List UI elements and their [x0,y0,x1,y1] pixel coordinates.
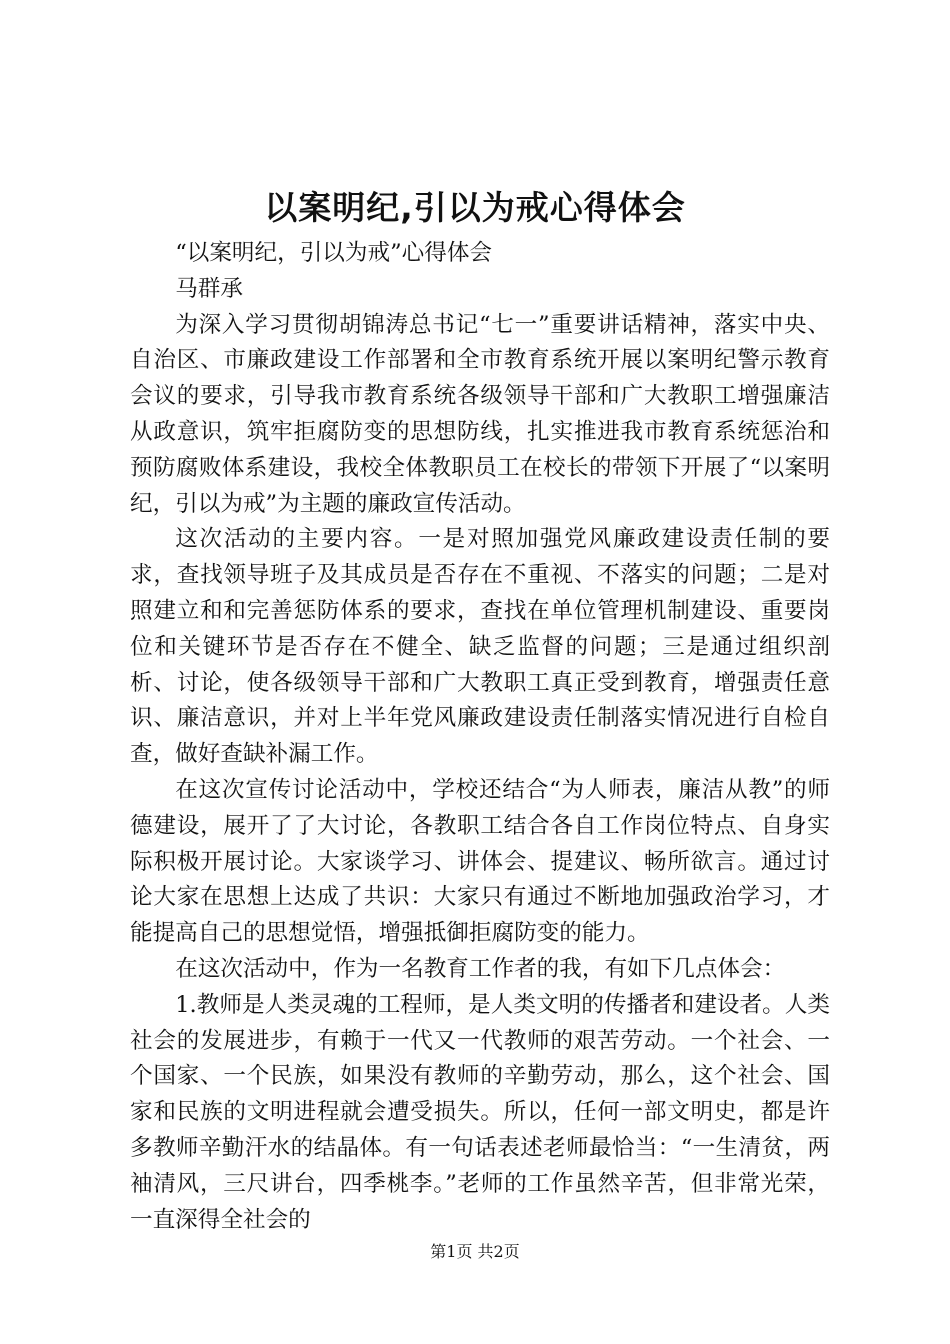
paragraph: 这次活动的主要内容。一是对照加强党风廉政建设责任制的要求，查找领导班子及其成员是否存在不重视、不落实的问题；二是对照建立和和完善惩防体系的要求，查找在单位管理机制建设、重要岗位和关键环节是否存在不健全、缺乏监督的问题；三是通过组织剖析、讨论，使各级领导干部和广大教职工真正受到教育，增强责任意识、廉洁意识，并对上半年党风廉政建设责任制落实情况进行自检自查，做好查缺补漏工作。 [130,526,830,768]
document-subtitle: “以案明纪，引以为戒”心得体会 [175,240,493,266]
paragraph: 在这次活动中，作为一名教育工作者的我，有如下几点体会： [175,955,786,982]
page-footer: 第1页 共2页 [430,1242,520,1261]
paragraph: 在这次宣传讨论活动中，学校还结合“为人师表，廉洁从教”的师德建设，展开了了大讨论，各教职工结合各自工作岗位特点、自身实际积极开展讨论。大家谈学习、讲体会、提建议、畅所欲言。通过讨论大家在思想上达成了共识：大家只有通过不断地加强政治学习，才能提高自己的思想觉悟，增强抵御拒腐防变的能力。 [130,776,830,947]
paragraph: 1.教师是人类灵魂的工程师，是人类文明的传播者和建设者。人类社会的发展进步，有赖于一代又一代教师的艰苦劳动。一个社会、一个国家、一个民族，如果没有教师的辛勤劳动，那么，这个社会、国家和民族的文明进程就会遭受损失。所以，任何一部文明史，都是许多教师辛勤汗水的结晶体。有一句话表述老师最恰当：“一生清贫，两袖清风，三尺讲台，四季桃李。”老师的工作虽然辛苦，但非常光荣，一直深得全社会的 [130,991,830,1233]
document-title: 以案明纪,引以为戒心得体会 [264,188,686,227]
document-author: 马群承 [175,275,243,302]
paragraph: 为深入学习贯彻胡锦涛总书记“七一”重要讲话精神，落实中央、自治区、市廉政建设工作部署和全市教育系统开展以案明纪警示教育会议的要求，引导我市教育系统各级领导干部和广大教职工增强廉洁从政意识，筑牢拒腐防变的思想防线，扎实推进我市教育系统惩治和预防腐败体系建设，我校全体教职员工在校长的带领下开展了“以案明纪，引以为戒”为主题的廉政宣传活动。 [130,311,830,517]
document-body [130,236,830,1238]
